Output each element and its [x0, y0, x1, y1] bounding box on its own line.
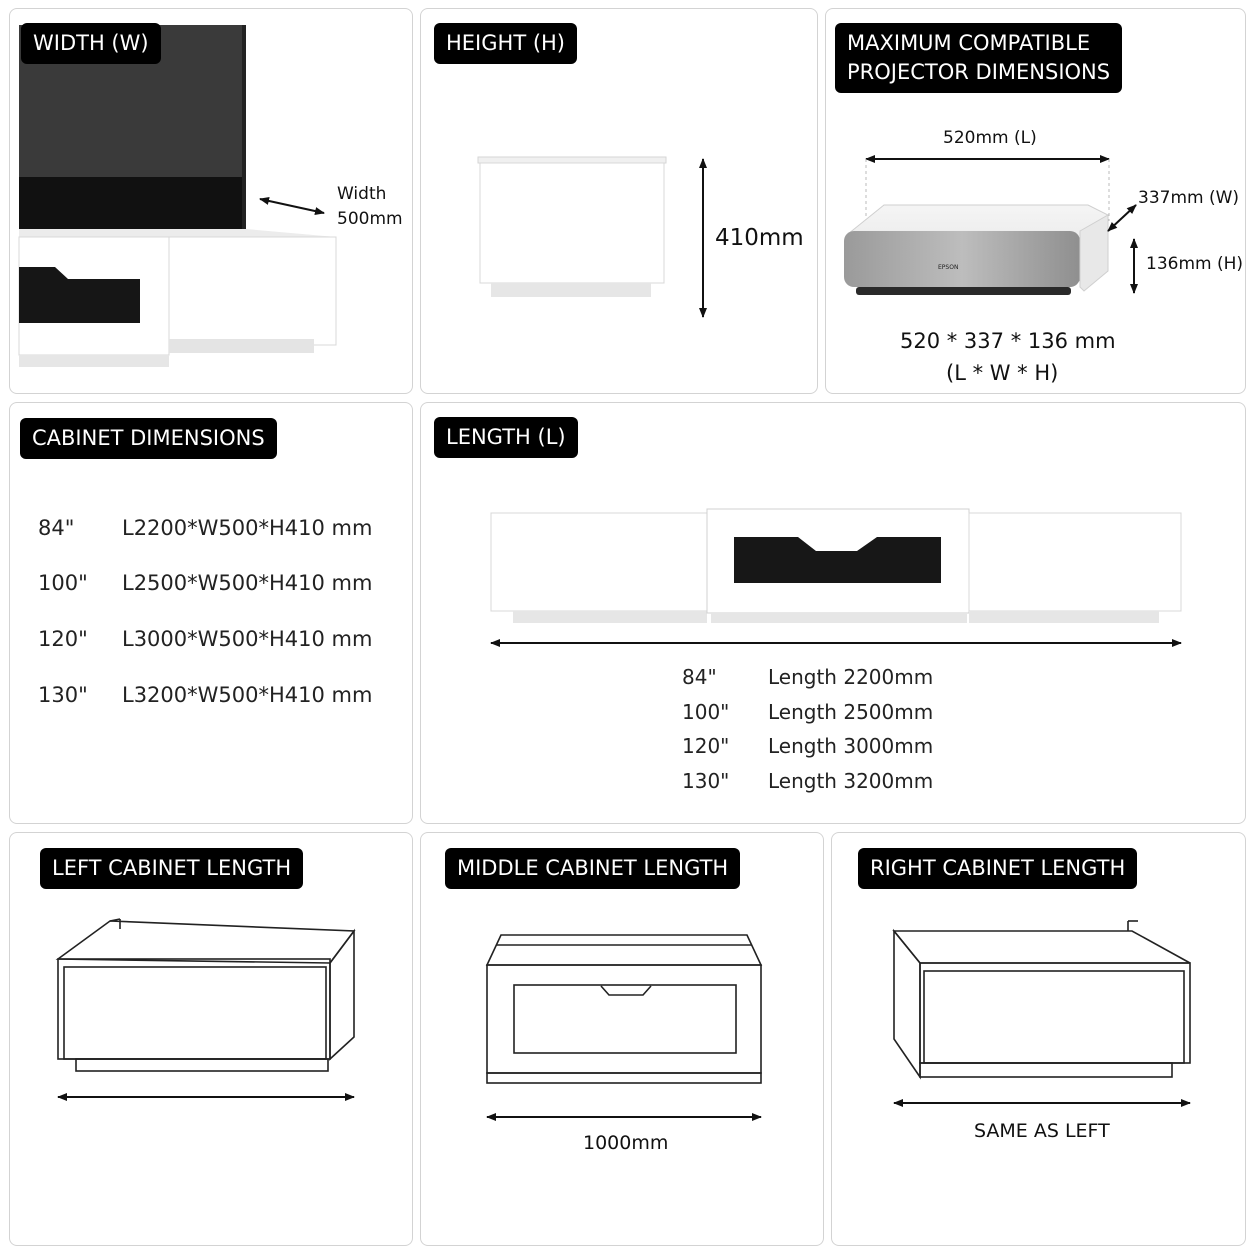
- projector-dims: 520 * 337 * 136 mm: [900, 329, 1116, 353]
- cabinet-dimensions-panel: [9, 402, 413, 824]
- cabinet-dim-size: 100": [38, 571, 88, 595]
- middle-cabinet-tag: MIDDLE CABINET LENGTH: [445, 848, 740, 889]
- height-value: 410mm: [715, 225, 804, 251]
- width-label-line1: Width: [337, 184, 387, 204]
- height-cabinet-drawing: [421, 9, 818, 394]
- projector-brand-logo: EPSON: [938, 264, 959, 271]
- left-cabinet-panel: [9, 832, 413, 1246]
- height-panel: [420, 8, 818, 394]
- cabinet-dim-spec: L2500*W500*H410 mm: [122, 571, 373, 595]
- cabinet-dim-spec: L3000*W500*H410 mm: [122, 627, 373, 651]
- length-tag: LENGTH (L): [434, 417, 578, 458]
- length-value: Length 3000mm: [768, 734, 934, 758]
- cabinet-dim-size: 130": [38, 683, 88, 707]
- projector-tag-line1: MAXIMUM COMPATIBLE: [847, 31, 1091, 55]
- projector-tag-line2: PROJECTOR DIMENSIONS: [847, 60, 1111, 84]
- right-cabinet-panel: [831, 832, 1246, 1246]
- cabinet-dim-size: 84": [38, 516, 75, 540]
- width-panel: [9, 8, 413, 394]
- middle-cabinet-length: 1000mm: [583, 1132, 669, 1154]
- length-value: Length 2200mm: [768, 665, 934, 689]
- right-cabinet-tag: RIGHT CABINET LENGTH: [858, 848, 1137, 889]
- length-size: 84": [682, 665, 717, 689]
- length-size: 130": [682, 769, 730, 793]
- cabinet-dimensions-tag: CABINET DIMENSIONS: [20, 418, 277, 459]
- middle-cabinet-panel: [420, 832, 824, 1246]
- cabinet-dim-spec: L3200*W500*H410 mm: [122, 683, 373, 707]
- right-cabinet-length: SAME AS LEFT: [974, 1120, 1110, 1142]
- height-tag: HEIGHT (H): [434, 23, 577, 64]
- length-size: 120": [682, 734, 730, 758]
- length-value: Length 2500mm: [768, 700, 934, 724]
- right-cabinet-drawing: [832, 833, 1246, 1246]
- length-value: Length 3200mm: [768, 769, 934, 793]
- length-size: 100": [682, 700, 730, 724]
- width-label-line2: 500mm: [337, 209, 403, 229]
- width-tag: WIDTH (W): [21, 23, 161, 64]
- projector-height-label: 136mm (H): [1146, 254, 1244, 274]
- left-cabinet-drawing: [10, 833, 413, 1246]
- left-cabinet-tag: LEFT CABINET LENGTH: [40, 848, 303, 889]
- length-cabinet-drawing: [421, 403, 1246, 824]
- projector-width-label: 337mm (W): [1138, 188, 1240, 208]
- cabinet-dim-spec: L2200*W500*H410 mm: [122, 516, 373, 540]
- projector-length-label: 520mm (L): [943, 128, 1037, 148]
- middle-cabinet-drawing: [421, 833, 824, 1246]
- cabinet-dim-size: 120": [38, 627, 88, 651]
- projector-tag: [835, 23, 1122, 93]
- length-panel: [420, 402, 1246, 824]
- projector-dims-key: (L * W * H): [946, 361, 1059, 385]
- projector-panel: [825, 8, 1246, 394]
